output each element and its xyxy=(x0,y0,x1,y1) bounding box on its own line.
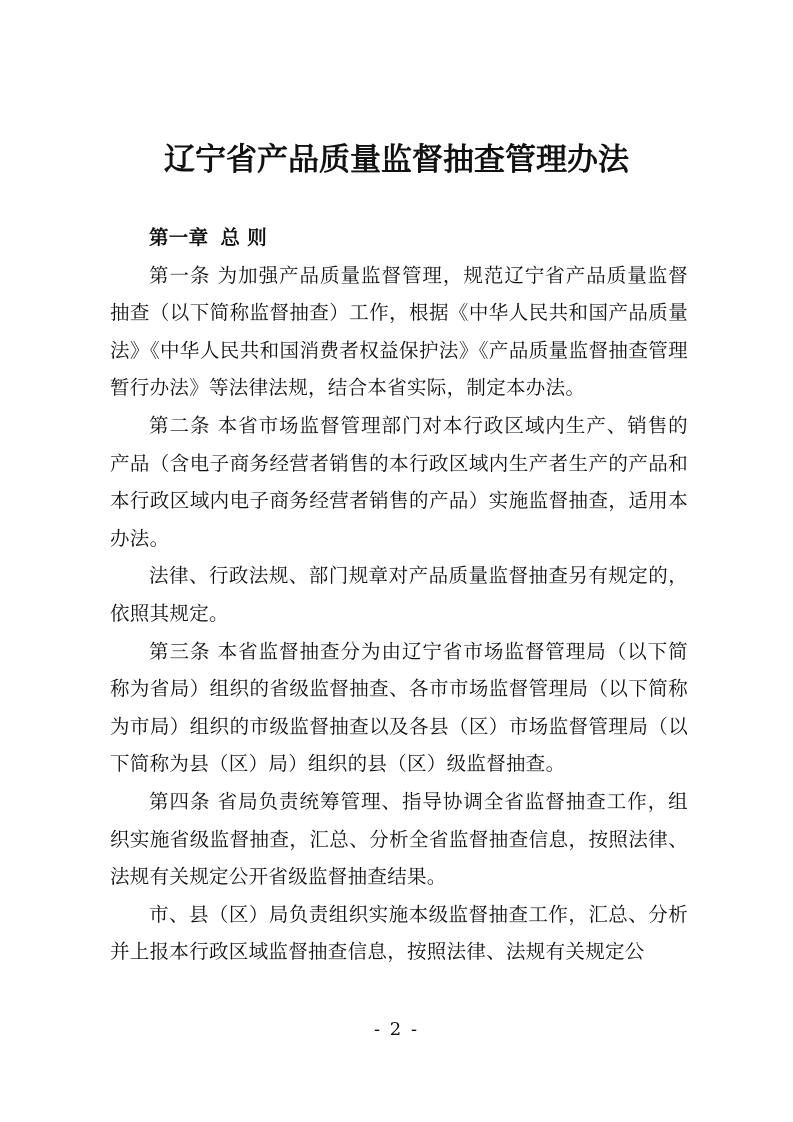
paragraph-article-2-supplement: 法律、行政法规、部门规章对产品质量监督抽查另有规定的，依照其规定。 xyxy=(110,564,688,625)
paragraph-article-4-continued: 市、县（区）局负责组织实施本级监督抽查工作，汇总、分析并上报本行政区域监督抽查信息，按照法律、法规有关规定公 xyxy=(110,902,688,964)
page-number: - 2 - xyxy=(373,1019,420,1040)
document-body xyxy=(110,219,688,971)
chapter-name: 总 则 xyxy=(220,226,268,249)
paragraph-article-4: 第四条 省局负责统筹管理、指导协调全省监督抽查工作，组织实施省级监督抽查，汇总、分析全省监督抽查信息，按照法律、法规有关规定公开省级监督抽查结果。 xyxy=(110,789,688,889)
chapter-number: 第一章 xyxy=(149,226,209,249)
document-title: 辽宁省产品质量监督抽查管理办法 xyxy=(164,142,629,178)
paragraph-article-3: 第三条 本省监督抽查分为由辽宁省市场监督管理局（以下简称为省局）组织的省级监督抽查、各市市场监督管理局（以下简称为市局）组织的市级监督抽查以及各县（区）市场监督管理局（以下简称为县（区）局）组织的县（区）级监督抽查。 xyxy=(110,639,688,776)
chapter-heading xyxy=(110,219,688,257)
paragraph-article-1: 第一条 为加强产品质量监督管理，规范辽宁省产品质量监督抽查（以下简称监督抽查）工作，根据《中华人民共和国产品质量法》《中华人民共和国消费者权益保护法》《产品质量监督抽查管理暂行办法》等法律法规，结合本省实际，制定本办法。 xyxy=(110,263,688,400)
paragraph-article-2: 第二条 本省市场监督管理部门对本行政区域内生产、销售的产品（含电子商务经营者销售的本行政区域内生产者生产的产品和本行政区域内电子商务经营者销售的产品）实施监督抽查，适用本办法。 xyxy=(110,413,688,550)
